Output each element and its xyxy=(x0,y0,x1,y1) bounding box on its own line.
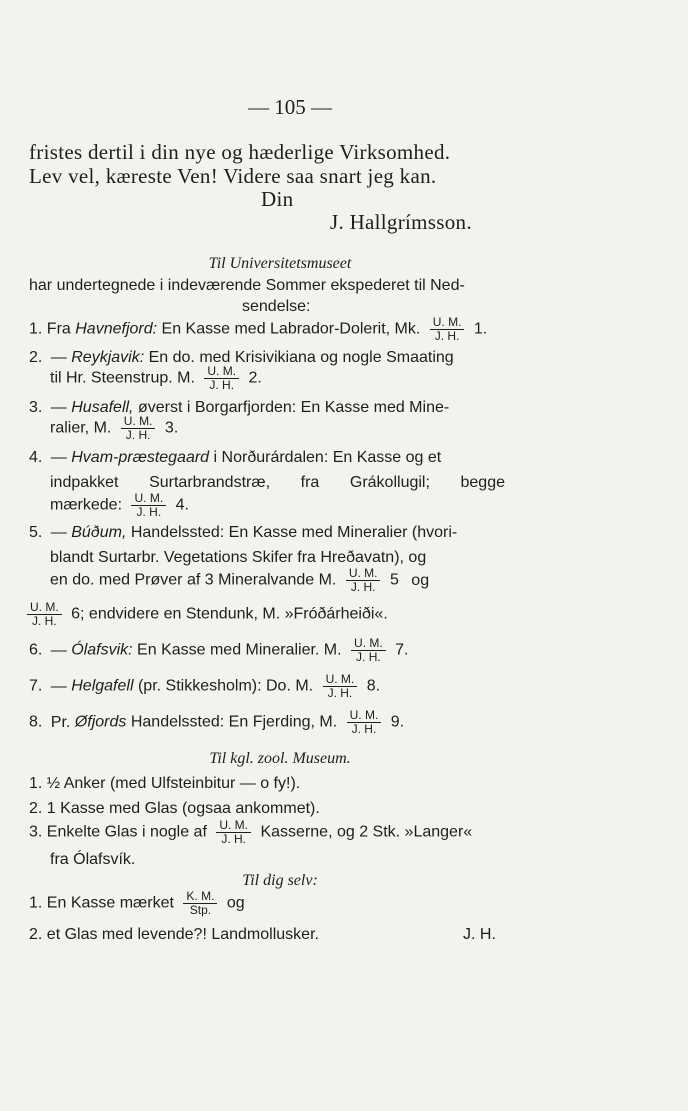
list-item-continuation xyxy=(50,365,262,392)
closing-initials: J. H. xyxy=(463,926,496,943)
item-place: Búðum, xyxy=(71,524,127,541)
item-prefix: Pr. xyxy=(50,713,71,731)
item-number: 3. xyxy=(29,823,43,841)
section-heading-selv: Til dig selv: xyxy=(242,872,318,889)
item-number: 3. xyxy=(29,399,43,416)
mark-number: 1. xyxy=(473,320,488,338)
item-text: En do. med Krisivikiana og nogle Smaating xyxy=(148,349,454,366)
letter-line-2: Lev vel, kæreste Ven! Videre saa snart jeg kan. xyxy=(29,164,437,188)
item-text: mærkede: xyxy=(50,496,123,514)
list-item-continuation xyxy=(27,601,388,628)
item-place: Hvam-præstegaard xyxy=(71,449,210,466)
item-number: 5. xyxy=(29,524,43,541)
item-number: 4. xyxy=(29,449,43,466)
item-place: Helgafell xyxy=(71,677,134,695)
item-place: Havnefjord: xyxy=(75,320,158,338)
item-place: Øfjords xyxy=(74,713,127,731)
item-text: et Glas med levende?! Landmollusker. xyxy=(46,926,319,943)
item-text: ralier, M. xyxy=(50,419,112,437)
item-number: 8. xyxy=(29,713,43,731)
item-place: Husafell, xyxy=(71,399,134,416)
mark-fraction: $\frac{U. M.}{J. H.}$ xyxy=(131,492,166,519)
item-number: 7. xyxy=(29,677,43,695)
list-item xyxy=(29,709,404,736)
letter-signature: J. Hallgrímsson. xyxy=(330,210,472,234)
list-item xyxy=(29,926,319,944)
mark-number: 7. xyxy=(395,641,409,659)
item-prefix: — xyxy=(50,399,67,416)
item-text: En Kasse med Mineralier. M. xyxy=(137,641,342,659)
mark-fraction: $\frac{U. M.}{J. H.}$ xyxy=(323,673,358,700)
item-number: 6. xyxy=(29,641,43,659)
mark-number: 5 xyxy=(389,571,399,589)
list-item xyxy=(29,800,320,818)
item-place: Ólafsvik: xyxy=(71,641,133,659)
list-item-continuation: blandt Surtarbr. Vegetations Skifer fra Hreðavatn), og xyxy=(50,549,427,566)
item-text: i Norðurárdalen: En Kasse og et xyxy=(213,449,442,466)
mark-number: 2. xyxy=(248,369,262,387)
page-number: — 105 — xyxy=(248,95,332,119)
item-text: Handelssted: En Kasse med Mineralier (hvori- xyxy=(130,524,458,541)
item-text: En Kasse mærket xyxy=(46,894,174,912)
mark-fraction: $\frac{U. M.}{J. H.}$ xyxy=(351,637,386,664)
item-text: og xyxy=(411,571,430,589)
item-text: en do. med Prøver af 3 Mineralvande M. xyxy=(50,571,337,589)
item-number: 2. xyxy=(29,800,43,817)
item-prefix: — xyxy=(50,449,67,466)
item-number: 1. xyxy=(29,775,43,792)
item-text: Kasserne, og 2 Stk. »Langer« xyxy=(260,823,473,841)
item-text: og xyxy=(226,894,245,912)
item-text: En Kasse med Labrador-Dolerit, Mk. xyxy=(161,320,421,338)
item-prefix: — xyxy=(50,524,67,541)
mark-number: 8. xyxy=(366,677,381,695)
item-prefix: Fra xyxy=(46,320,71,338)
mark-number: 3. xyxy=(164,419,179,437)
list-item xyxy=(29,673,380,700)
mark-fraction: $\frac{K. M.}{\text{Stp.}}$ xyxy=(183,890,217,917)
item-text: Handelssted: En Fjerding, M. xyxy=(130,713,338,731)
mark-fraction: $\frac{U. M.}{J. H.}$ xyxy=(216,819,251,846)
mark-fraction: $\frac{U. M.}{J. H.}$ xyxy=(121,415,156,442)
list-item-continuation: indpakket Surtarbrandstræ, fra Grákollugil; begge xyxy=(50,474,505,491)
item-place: Reykjavik: xyxy=(71,349,145,366)
section-heading-universitet: Til Universitetsmuseet xyxy=(208,255,352,272)
item-prefix: — xyxy=(50,677,67,695)
mark-fraction: $\frac{U. M.}{J. H.}$ xyxy=(27,601,62,628)
item-text: til Hr. Steenstrup. M. xyxy=(50,369,195,387)
intro-line-1: har undertegnede i indeværende Sommer ekspederet til Ned- xyxy=(29,277,465,294)
mark-fraction: $\frac{U. M.}{J. H.}$ xyxy=(204,365,239,392)
item-text: ½ Anker (med Ulfsteinbitur — o fy!). xyxy=(46,775,301,792)
letter-line-1: fristes dertil i din nye og hæderlige Virksomhed. xyxy=(29,140,451,164)
item-text: 6; endvidere en Stendunk, M. »Fróðárheiði«. xyxy=(71,605,388,623)
mark-fraction: $\frac{U. M.}{J. H.}$ xyxy=(347,709,382,736)
list-item xyxy=(29,890,245,917)
item-prefix: — xyxy=(50,641,67,659)
list-item xyxy=(29,524,457,542)
item-prefix: — xyxy=(50,349,67,366)
list-item xyxy=(29,637,409,664)
mark-fraction: $\frac{U. M.}{J. H.}$ xyxy=(430,316,465,343)
item-number: 1. xyxy=(29,320,43,338)
mark-fraction: $\frac{U. M.}{J. H.}$ xyxy=(346,567,381,594)
item-number: 1. xyxy=(29,894,43,912)
item-text: øverst i Borgarfjorden: En Kasse med Mine- xyxy=(137,399,450,416)
list-item-continuation: fra Ólafsvík. xyxy=(50,851,136,868)
item-text: Enkelte Glas i nogle af xyxy=(46,823,207,841)
item-number: 2. xyxy=(29,926,43,943)
section-heading-zool: Til kgl. zool. Museum. xyxy=(209,750,351,767)
intro-line-2: sendelse: xyxy=(242,298,311,315)
list-item-continuation xyxy=(50,567,429,594)
item-text: (pr. Stikkesholm): Do. M. xyxy=(137,677,314,695)
list-item xyxy=(29,449,441,467)
item-text: 1 Kasse med Glas (ogsaa ankommet). xyxy=(46,800,320,817)
list-item xyxy=(29,775,300,793)
letter-closing: Din xyxy=(261,187,294,211)
item-number: 2. xyxy=(29,349,43,366)
list-item xyxy=(29,316,487,343)
list-item-continuation xyxy=(50,415,178,442)
list-item xyxy=(29,819,472,846)
list-item-continuation xyxy=(50,492,189,519)
mark-number: 9. xyxy=(390,713,405,731)
mark-number: 4. xyxy=(175,496,189,514)
